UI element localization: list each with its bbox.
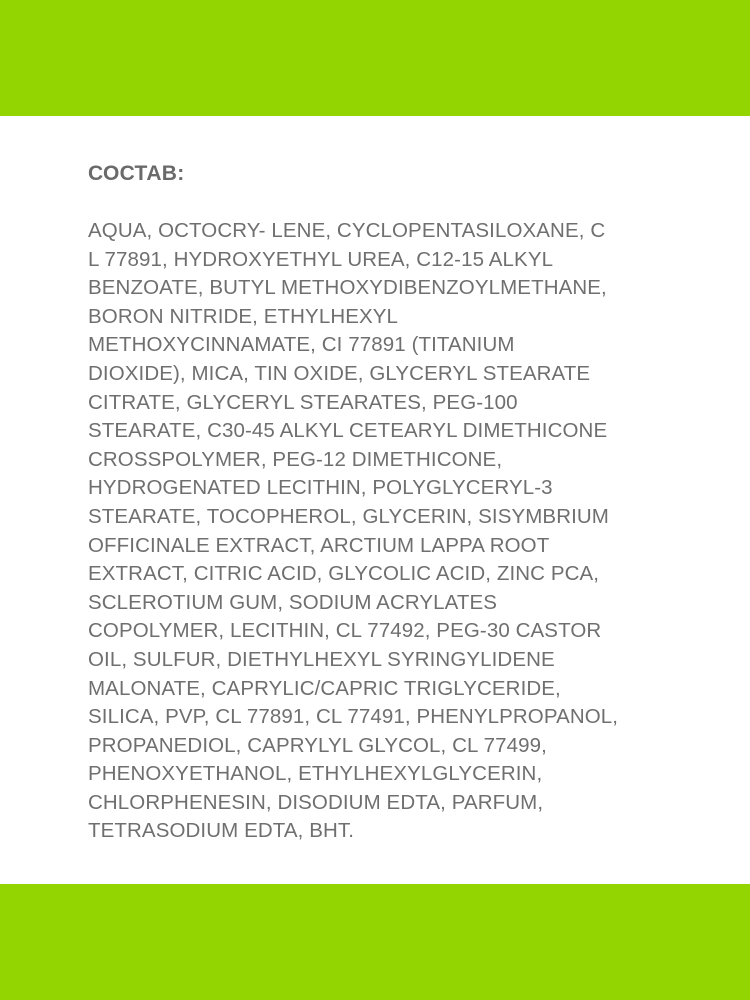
composition-section bbox=[88, 160, 688, 846]
ingredients-line: CHLORPHENESIN, DISODIUM EDTA, PARFUM, bbox=[88, 790, 544, 814]
ingredients-line: CITRATE, GLYCERYL STEARATES, PEG-100 bbox=[88, 390, 518, 414]
ingredients-line: PHENOXYETHANOL, ETHYLHEXYLGLYCERIN, bbox=[88, 762, 543, 786]
ingredients-line: TETRASODIUM EDTA, BHT. bbox=[88, 819, 355, 843]
ingredients-line: OIL, SULFUR, DIETHYLHEXYL SYRINGYLIDENE bbox=[88, 647, 555, 671]
ingredients-line: AQUA, OCTOCRY- LENE, CYCLOPENTASILOXANE, C bbox=[88, 219, 606, 242]
ingredients-line: L 77891, HYDROXYETHYL UREA, C12-15 ALKYL bbox=[88, 247, 554, 271]
ingredients-line: HYDROGENATED LECITHIN, POLYGLYCERYL-3 bbox=[88, 476, 553, 500]
ingredients-line: SCLEROTIUM GUM, SODIUM ACRYLATES bbox=[88, 590, 498, 614]
ingredients-list bbox=[88, 217, 688, 846]
ingredients-line: EXTRACT, CITRIC ACID, GLYCOLIC ACID, ZINC PCA, bbox=[88, 562, 600, 586]
ingredients-line: OFFICINALE EXTRACT, ARCTIUM LAPPA ROOT bbox=[88, 533, 550, 557]
bottom-green-band bbox=[0, 884, 750, 1000]
ingredients-line: DIOXIDE), MICA, TIN OXIDE, GLYCERYL STEARATE bbox=[88, 361, 591, 385]
ingredients-line: METHOXYCINNAMATE, CI 77891 (TITANIUM bbox=[88, 333, 515, 357]
ingredients-line: COPOLYMER, LECITHIN, CL 77492, PEG-30 CASTOR bbox=[88, 619, 602, 643]
ingredients-line: BORON NITRIDE, ETHYLHEXYL bbox=[88, 304, 399, 328]
ingredients-line: STEARATE, C30-45 ALKYL CETEARYL DIMETHICONE bbox=[88, 419, 608, 443]
ingredients-line: SILICA, PVP, CL 77891, CL 77491, PHENYLPROPANOL, bbox=[88, 705, 619, 729]
top-green-band bbox=[0, 0, 750, 116]
ingredients-line: BENZOATE, BUTYL METHOXYDIBENZOYLMETHANE, bbox=[88, 276, 607, 300]
ingredients-line: PROPANEDIOL, CAPRYLYL GLYCOL, CL 77499, bbox=[88, 733, 547, 757]
ingredients-line: CROSSPOLYMER, PEG-12 DIMETHICONE, bbox=[88, 447, 503, 471]
composition-heading: СОСТАВ: bbox=[88, 162, 185, 185]
ingredients-line: STEARATE, TOCOPHEROL, GLYCERIN, SISYMBRIUM bbox=[88, 504, 609, 528]
ingredients-line: MALONATE, CAPRYLIC/CAPRIC TRIGLYCERIDE, bbox=[88, 676, 561, 700]
